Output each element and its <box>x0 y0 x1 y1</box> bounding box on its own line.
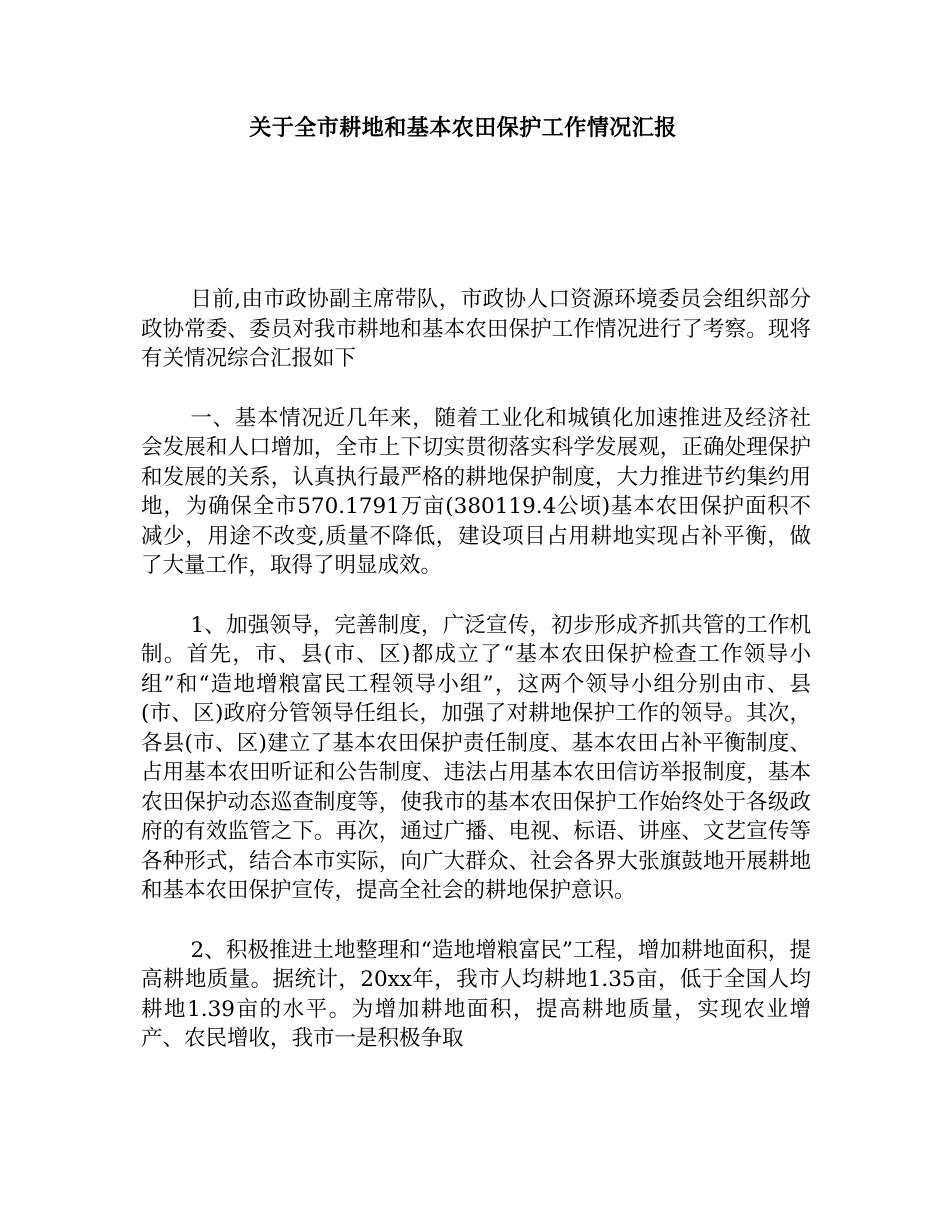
paragraph-item-two: 2、积极推进土地整理和“造地增粮富民”工程，增加耕地面积，提高耕地质量。据统计，20xx年，我市人均耕地1.35亩，低于全国人均耕地1.39亩的水平。为增加耕地面积，提高耕地质量，实现农业增产、农民增收，我市一是积极争取 <box>141 937 811 1051</box>
document-title <box>0 112 950 144</box>
paragraph-intro: 日前,由市政协副主席带队，市政协人口资源环境委员会组织部分政协常委、委员对我市耕地和基本农田保护工作情况进行了考察。现将有关情况综合汇报如下 <box>141 287 811 371</box>
document-body <box>141 285 811 1054</box>
paragraph-item-one: 1、加强领导，完善制度，广泛宣传，初步形成齐抓共管的工作机制。首先，市、县(市、区)都成立了“基本农田保护检查工作领导小组”和“造地增粮富民工程领导小组”，这两个领导小组分别由市、县(市、区)政府分管领导任组长，加强了对耕地保护工作的领导。其次，各县(市、区)建立了基本农田保护责任制度、基本农田占补平衡制度、占用基本农田听证和公告制度、违法占用基本农田信访举报制度，基本农田保护动态巡查制度等，使我市的基本农田保护工作始终处于各级政府的有效监管之下。再次，通过广播、电视、标语、讲座、文艺宣传等各种形式，结合本市实际，向广大群众、社会各界大张旗鼓地开展耕地和基本农田保护宣传，提高全社会的耕地保护意识。 <box>141 612 811 903</box>
document-title-text: 关于全市耕地和基本农田保护工作情况汇报 <box>249 115 677 141</box>
paragraph-section-one: 一、基本情况近几年来，随着工业化和城镇化加速推进及经济社会发展和人口增加，全市上下切实贯彻落实科学发展观，正确处理保护和发展的关系，认真执行最严格的耕地保护制度，大力推进节约集约用地，为确保全市570.1791万亩(380119.4公顷)基本农田保护面积不减少，用途不改变,质量不降低，建设项目占用耕地实现占补平衡，做了大量工作，取得了明显成效。 <box>141 405 811 578</box>
